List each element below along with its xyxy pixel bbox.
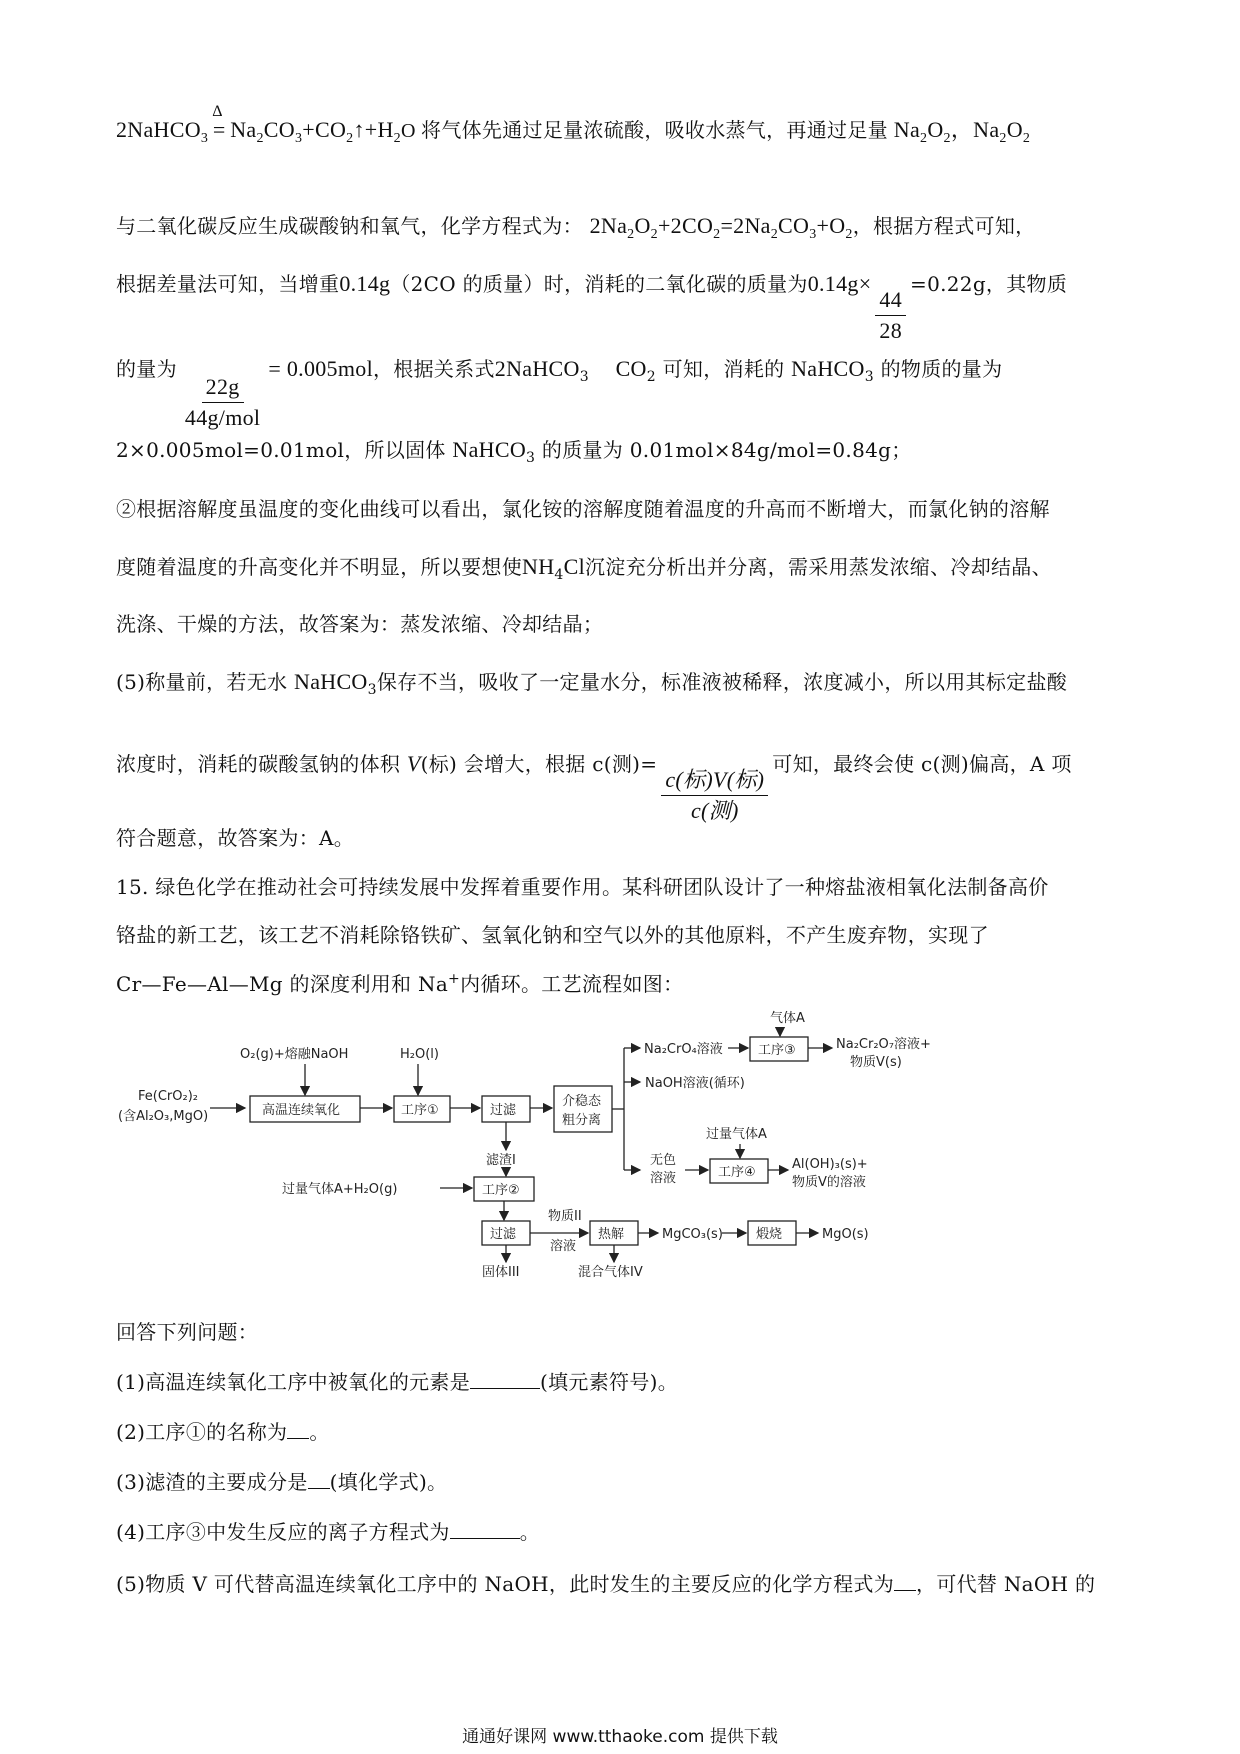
box-high-temp-oxidation-label: 高温连续氧化 [262, 1103, 341, 1118]
text-line-6: ②根据溶解度虽温度的变化曲线可以看出，氯化铵的溶解度随着温度的升高而不断增大，而氯化钠的溶解 [116, 497, 1050, 521]
text-line-4: 的量为 $\frac{22g}{\text{44g/mol}}$ = 0.005mol，根据关系式2NaHCO$_3$ $CO_2$ 可知，消耗的 NaHCO$_3$ 的物质的量为 [116, 356, 1003, 430]
box-step-3-label: 工序③ [758, 1043, 796, 1058]
question-4: (4)工序③中发生反应的离子方程式为 。 [116, 1520, 541, 1544]
text-line-2: 与二氧化碳反应生成碳酸钠和氧气，化学方程式为： $2Na_2O_2+2CO_2=2Na_2CO_3+O_2$，根据方程式可知， [116, 213, 1036, 242]
text-line-10: 浓度时，消耗的碳酸氢钠的体积 V(标) 会增大，根据 c(测)= $\frac{\text{c(标)V(标)}}{\text{c(测)}}$ 可知，最终会使 c(测)偏高，A 项 [116, 751, 1072, 823]
answer-blank-5[interactable] [894, 1572, 916, 1591]
mgo-label: MgO(s) [822, 1227, 869, 1242]
text-line-3: 根据差量法可知，当增重0.14g（2CO 的质量）时，消耗的二氧化碳的质量为0.14g× $\frac{44}{28}$ =0.22g，其物质 [116, 271, 1068, 343]
box-filter-1-label: 过滤 [490, 1103, 517, 1118]
text-line-5: 2×0.005mol=0.01mol，所以固体 NaHCO$_3$ 的质量为 0.01mol×84g/mol=0.84g； [116, 437, 912, 466]
na2cr2o7-label: Na₂Cr₂O₇溶液+ [836, 1037, 931, 1052]
question-15-line-3: Cr—Fe—Al—Mg 的深度利用和 Na+内循环。工艺流程如图： [116, 971, 684, 996]
solid-3-label: 固体III [482, 1265, 520, 1280]
box-pyrolysis-label: 热解 [598, 1227, 625, 1242]
gas-a-label: 气体A [770, 1011, 805, 1026]
raw-material-label: Fe(CrO₂)₂ [138, 1089, 198, 1104]
question-2: (2)工序①的名称为 。 [116, 1420, 330, 1444]
text-line-11: 符合题意，故答案为：A。 [116, 826, 355, 850]
page-footer: 通通好课网 www.tthaoke.com 提供下载 [462, 1727, 778, 1747]
text-line-7: 度随着温度的升高变化并不明显，所以要想使$NH_4Cl$沉淀充分析出并分离，需采用蒸发浓缩、冷却结晶、 [116, 554, 1052, 583]
colorless-label-2: 溶液 [650, 1171, 677, 1186]
water-label: H₂O(l) [400, 1047, 439, 1062]
substance-2-label: 物质II [548, 1209, 582, 1224]
box-separation-label-2: 粗分离 [562, 1113, 602, 1128]
colorless-label-1: 无色 [650, 1153, 677, 1168]
fraction-44-28: $\frac{44}{28}$ [875, 287, 906, 344]
answer-blank-4[interactable] [450, 1520, 520, 1539]
question-5: (5)物质 V 可代替高温连续氧化工序中的 NaOH，此时发生的主要反应的化学方程式为 ，可代替 NaOH 的 [116, 1572, 1096, 1596]
raw-material-impurities: (含Al₂O₃,MgO) [118, 1109, 209, 1124]
process-flow-diagram [110, 1010, 980, 1280]
substance-v-label: 物质V(s) [850, 1055, 902, 1070]
box-separation-label-1: 介稳态 [562, 1094, 602, 1109]
fraction-22g-44gmol: $\frac{22g}{\text{44g/mol}}$ [184, 374, 261, 430]
equation-line-1: 2NaHCO$_3$ Δ = $Na_2CO_3+CO_2↑+H_2O$ 将气体先通过足量浓硫酸，吸收水蒸气，再通过足量 $Na_2O_2$，$Na_2O_2$ [116, 103, 1031, 146]
answer-intro: 回答下列问题： [116, 1320, 259, 1344]
mgco3-label: MgCO₃(s) [662, 1227, 723, 1242]
question-15-line-2: 铬盐的新工艺，该工艺不消耗除铬铁矿、氢氧化钠和空气以外的其他原料，不产生废弃物，实现了 [116, 923, 989, 947]
text-line-8: 洗涤、干燥的方法，故答案为：蒸发浓缩、冷却结晶； [116, 612, 604, 636]
na2cro4-label: Na₂CrO₄溶液 [644, 1042, 723, 1057]
box-step-4-label: 工序④ [718, 1165, 756, 1180]
aloh3-label: Al(OH)₃(s)+ [792, 1157, 868, 1172]
box-filter-2-label: 过滤 [490, 1227, 517, 1242]
box-calcine-label: 煅烧 [756, 1227, 783, 1242]
oxygen-naoh-label: O₂(g)+熔融NaOH [240, 1047, 349, 1062]
answer-blank-3[interactable] [308, 1470, 330, 1489]
excess-gas-water-label: 过量气体A+H₂O(g) [282, 1182, 398, 1197]
mixed-gas-label: 混合气体IV [578, 1265, 643, 1280]
residue-1-label: 滤渣I [486, 1153, 516, 1168]
box-step-1-label: 工序① [401, 1103, 439, 1118]
heat-equals-sign: Δ = [212, 103, 226, 142]
text-line-9: (5)称量前，若无水 NaHCO$_3$保存不当，吸收了一定量水分，标准液被稀释，浓度减小，所以用其标定盐酸 [116, 669, 1068, 698]
answer-blank-1[interactable] [470, 1370, 540, 1389]
answer-blank-2[interactable] [287, 1420, 309, 1439]
question-15-line-1: 15. 绿色化学在推动社会可持续发展中发挥着重要作用。某科研团队设计了一种熔盐液相氧化法制备高价 [116, 875, 1049, 899]
naoh-cycle-label: NaOH溶液(循环) [645, 1076, 745, 1091]
box-step-2-label: 工序② [482, 1183, 520, 1198]
question-3: (3)滤渣的主要成分是 (填化学式)。 [116, 1470, 448, 1494]
substance-v-solution-label: 物质V的溶液 [792, 1175, 866, 1190]
fraction-c-ratio: $\frac{\text{c(标)V(标)}}{\text{c(测)}}$ [661, 767, 768, 824]
question-1: (1)高温连续氧化工序中被氧化的元素是 (填元素符号)。 [116, 1370, 679, 1394]
excess-gas-a-label: 过量气体A [706, 1127, 767, 1142]
substance-2-solution-label: 溶液 [550, 1239, 577, 1254]
